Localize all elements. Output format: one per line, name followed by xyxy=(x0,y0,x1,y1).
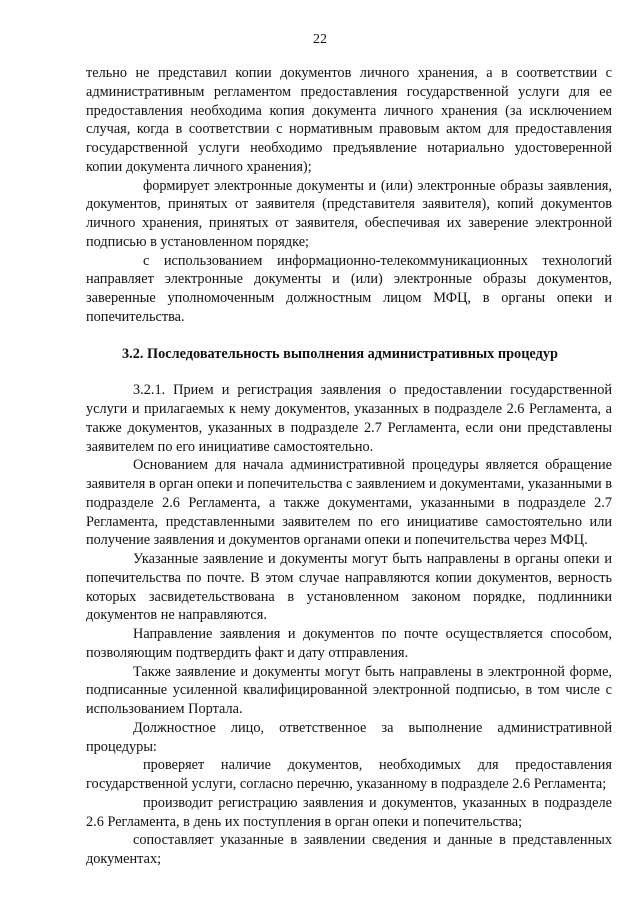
paragraph-list-item: формирует электронные документы и (или) электронные образы заявления, документов, принятых от заявителя (представителя заявителя), копий документов личного хранения, принятых от заявителя, обеспечивая их заверение электронной подписью в установленном порядке; xyxy=(86,177,612,250)
paragraph-list-item: сопоставляет указанные в заявлении сведения и данные в представленных документах; xyxy=(86,832,612,867)
paragraph-continuation: тельно не представил копии документов личного хранения, а в соответствии с административным регламентом предоставления государственной услуги для ее предоставления необходима копия документа личного хранения (за исключением случая, когда в соответствии с нормативным правовым актом для предоставления государственной услуги необходимо предъявление нотариально удостоверенной копии документа личного хранения); xyxy=(86,65,612,175)
paragraph-list-item: проверяет наличие документов, необходимых для предоставления государственной услуги, согласно перечню, указанному в подразделе 2.6 Регламента; xyxy=(86,757,612,792)
paragraph: Должностное лицо, ответственное за выполнение административной процедуры: xyxy=(86,719,612,755)
paragraph: Указанные заявление и документы могут быть направлены в органы опеки и попечительства по почте. В этом случае направляются копии документов, верность которых засвидетельствована в установленном законом порядке, подлинники документов не направляются. xyxy=(86,551,612,624)
section-heading: 3.2. Последовательность выполнения административных процедур xyxy=(122,345,558,362)
paragraph: Направление заявления и документов по почте осуществляется способом, позволяющим подтвердить факт и дату отправления. xyxy=(86,626,612,661)
document-body xyxy=(86,64,612,869)
paragraph: 3.2.1. Прием и регистрация заявления о предоставлении государственной услуги и прилагаемых к нему документов, указанных в подразделе 2.6 Регламента, а также документов, указанных в подразделе 2.7 Регламента, если они представлены заявителем по его инициативе самостоятельно. xyxy=(86,382,612,455)
paragraph-list-item: с использованием информационно-телекоммуникационных технологий направляет электронные документы и (или) электронные образы документов, заверенные уполномоченным должностным лицом МФЦ, в органы опеки и попечительства. xyxy=(86,252,612,325)
paragraph: Основанием для начала административной процедуры является обращение заявителя в орган опеки и попечительства с заявлением и документами, указанными в подразделе 2.6 Регламента, а также документами, указанными в подразделе 2.7 Регламента, представленными заявителем по его инициативе самостоятельно или получение заявления и документов органами опеки и попечительства через МФЦ. xyxy=(86,457,613,549)
paragraph: Также заявление и документы могут быть направлены в электронной форме, подписанные усиленной квалифицированной электронной подписью, в том числе с использованием Портала. xyxy=(86,663,612,717)
page-number: 22 xyxy=(313,32,327,47)
paragraph-list-item: производит регистрацию заявления и документов, указанных в подразделе 2.6 Регламента, в день их поступления в орган опеки и попечительства; xyxy=(86,794,612,830)
